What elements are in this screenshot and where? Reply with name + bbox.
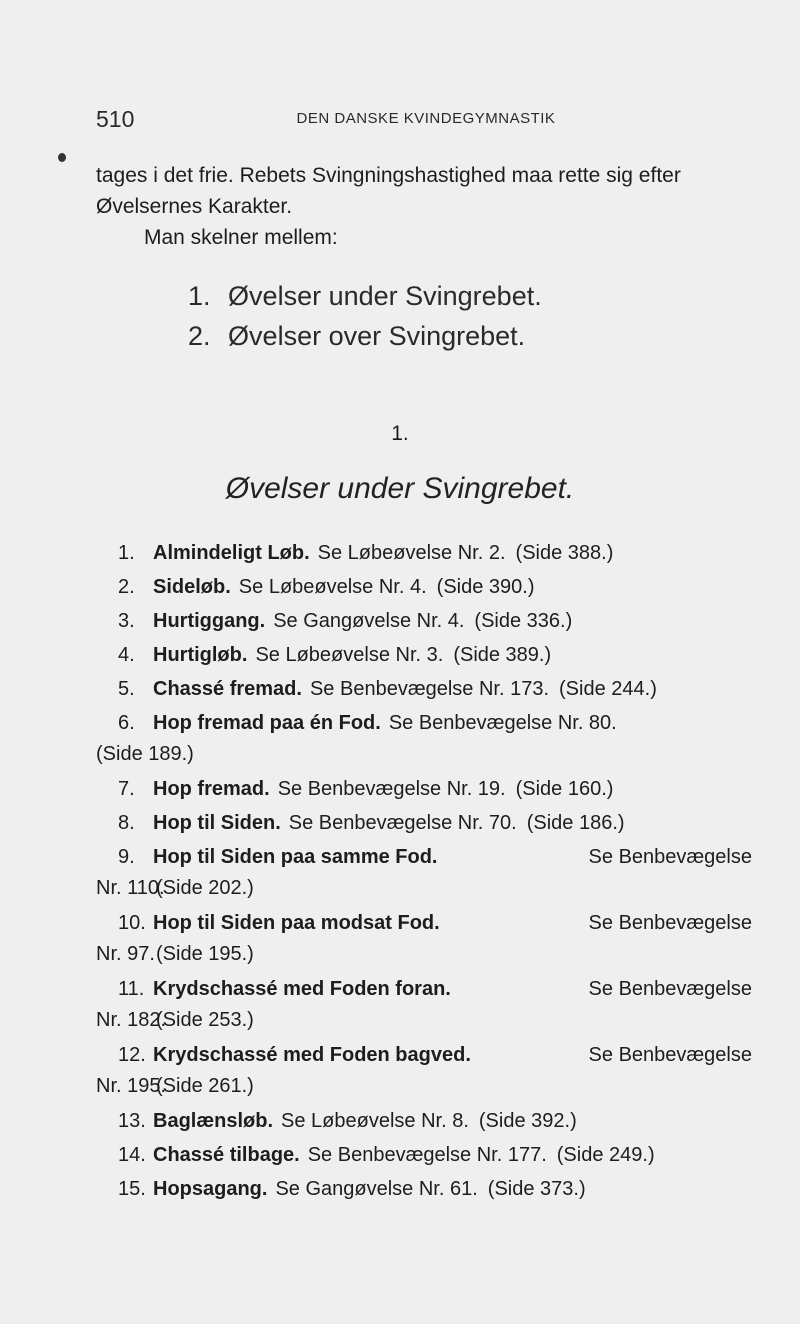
category-number: 1. [188, 281, 211, 311]
entry-reference: Se Benbevægelse [588, 978, 752, 1000]
entry-name: Hurtigløb. [153, 644, 248, 666]
exercise-entry [96, 1104, 756, 1138]
exercise-list [96, 536, 756, 1206]
entry-reference: Se Gangøvelse Nr. 4. [273, 610, 465, 632]
entry-number: 11. [118, 978, 145, 1000]
entry-number: 1. [118, 542, 135, 564]
entry-number: 3. [118, 610, 135, 632]
entry-page: (Side 202.) [156, 877, 254, 899]
category-number: 2. [188, 321, 211, 351]
intro-lead-in: Man skelner mellem: [144, 226, 338, 249]
entry-reference: Se Gangøvelse Nr. 61. [275, 1178, 478, 1200]
exercise-entry [96, 570, 756, 604]
exercise-entry [96, 906, 756, 972]
intro-line: Øvelsernes Karakter. [96, 195, 293, 218]
entry-page: (Side 160.) [515, 778, 614, 800]
entry-name: Chassé fremad. [153, 678, 302, 700]
running-title: DEN DANSKE KVINDEGYMNASTIK [296, 110, 556, 127]
entry-name: Krydschassé med Foden foran. [153, 978, 451, 1000]
exercise-entry [96, 1038, 756, 1104]
ink-dot [58, 153, 66, 162]
entry-number: 12. [118, 1044, 146, 1066]
entry-name: Sideløb. [153, 576, 231, 598]
entry-number: 7. [118, 778, 135, 800]
entry-page: (Side 253.) [156, 1009, 254, 1031]
entry-name: Baglænsløb. [153, 1110, 274, 1132]
entry-reference-number: Nr. 195. [96, 1075, 167, 1097]
entry-name: Hurtiggang. [153, 610, 266, 632]
category-label: Øvelser over Svingrebet. [228, 321, 526, 351]
entry-page: (Side 249.) [556, 1144, 655, 1166]
entry-number: 8. [118, 812, 135, 834]
entry-number: 4. [118, 644, 135, 666]
exercise-entry [96, 772, 756, 806]
entry-page: (Side 373.) [487, 1178, 586, 1200]
exercise-entry [96, 638, 756, 672]
entry-name: Hop fremad paa én Fod. [153, 712, 381, 734]
entry-page: (Side 336.) [474, 610, 573, 632]
entry-reference: Se Benbevægelse [588, 912, 752, 934]
exercise-entry [96, 840, 756, 906]
entry-name: Almindeligt Løb. [153, 542, 310, 564]
exercise-entry [96, 536, 756, 570]
category-label: Øvelser under Svingrebet. [228, 281, 542, 311]
entry-reference: Se Benbevægelse [588, 846, 752, 868]
exercise-entry [96, 706, 756, 772]
category-item [188, 276, 542, 316]
exercise-entry [96, 1138, 756, 1172]
entry-page: (Side 392.) [478, 1110, 577, 1132]
page-number: 510 [96, 106, 135, 132]
entry-name: Krydschassé med Foden bagved. [153, 1044, 471, 1066]
entry-reference: Se Løbeøvelse Nr. 4. [238, 576, 427, 598]
entry-reference: Se Benbevægelse Nr. 80. [388, 712, 617, 734]
entry-number: 5. [118, 678, 135, 700]
entry-reference: Se Benbevægelse Nr. 173. [309, 678, 550, 700]
entry-page: (Side 390.) [436, 576, 535, 598]
entry-page: (Side 244.) [559, 678, 657, 700]
entry-page: (Side 186.) [526, 812, 625, 834]
entry-name: Hop til Siden. [153, 812, 281, 834]
exercise-entry [96, 672, 756, 706]
entry-reference-number: Nr. 182. [96, 1009, 167, 1031]
entry-page: (Side 388.) [515, 542, 614, 564]
entry-name: Hop til Siden paa modsat Fod. [153, 912, 440, 934]
entry-reference: Se Benbevægelse Nr. 177. [307, 1144, 547, 1166]
entry-name: Hopsagang. [153, 1178, 268, 1200]
entry-name: Chassé tilbage. [153, 1144, 300, 1166]
entry-reference: Se Løbeøvelse Nr. 8. [281, 1110, 469, 1132]
category-item [188, 316, 542, 356]
entry-number: 15. [118, 1178, 146, 1200]
intro-line: tages i det frie. Rebets Svingningshastighed maa rette sig efter [96, 164, 681, 187]
entry-reference: Se Løbeøvelse Nr. 2. [317, 542, 506, 564]
entry-number: 14. [118, 1144, 146, 1166]
intro-paragraph [96, 160, 756, 222]
section-number: 1. [391, 422, 409, 445]
entry-reference: Se Løbeøvelse Nr. 3. [255, 644, 444, 666]
page-header [96, 106, 756, 134]
entry-number: 9. [118, 846, 135, 868]
entry-name: Hop fremad. [153, 778, 270, 800]
entry-reference: Se Benbevægelse Nr. 19. [277, 778, 506, 800]
entry-number: 10. [118, 912, 146, 934]
category-list [188, 276, 542, 356]
entry-page: (Side 195.) [156, 943, 254, 965]
exercise-entry [96, 1172, 756, 1206]
entry-name: Hop til Siden paa samme Fod. [153, 846, 438, 868]
entry-number: 13. [118, 1110, 146, 1132]
section-title: Øvelser under Svingrebet. [225, 472, 575, 505]
exercise-entry [96, 604, 756, 638]
entry-page: (Side 261.) [156, 1075, 254, 1097]
exercise-entry [96, 806, 756, 840]
exercise-entry [96, 972, 756, 1038]
entry-number: 2. [118, 576, 135, 598]
entry-page: (Side 389.) [453, 644, 552, 666]
entry-reference: Se Benbevægelse [588, 1044, 752, 1066]
entry-reference: Se Benbevægelse Nr. 70. [288, 812, 517, 834]
entry-number: 6. [118, 712, 135, 734]
entry-reference-number: Nr. 97. [96, 943, 155, 965]
entry-reference-number: Nr. 110. [96, 877, 165, 899]
entry-page: (Side 189.) [96, 743, 194, 765]
